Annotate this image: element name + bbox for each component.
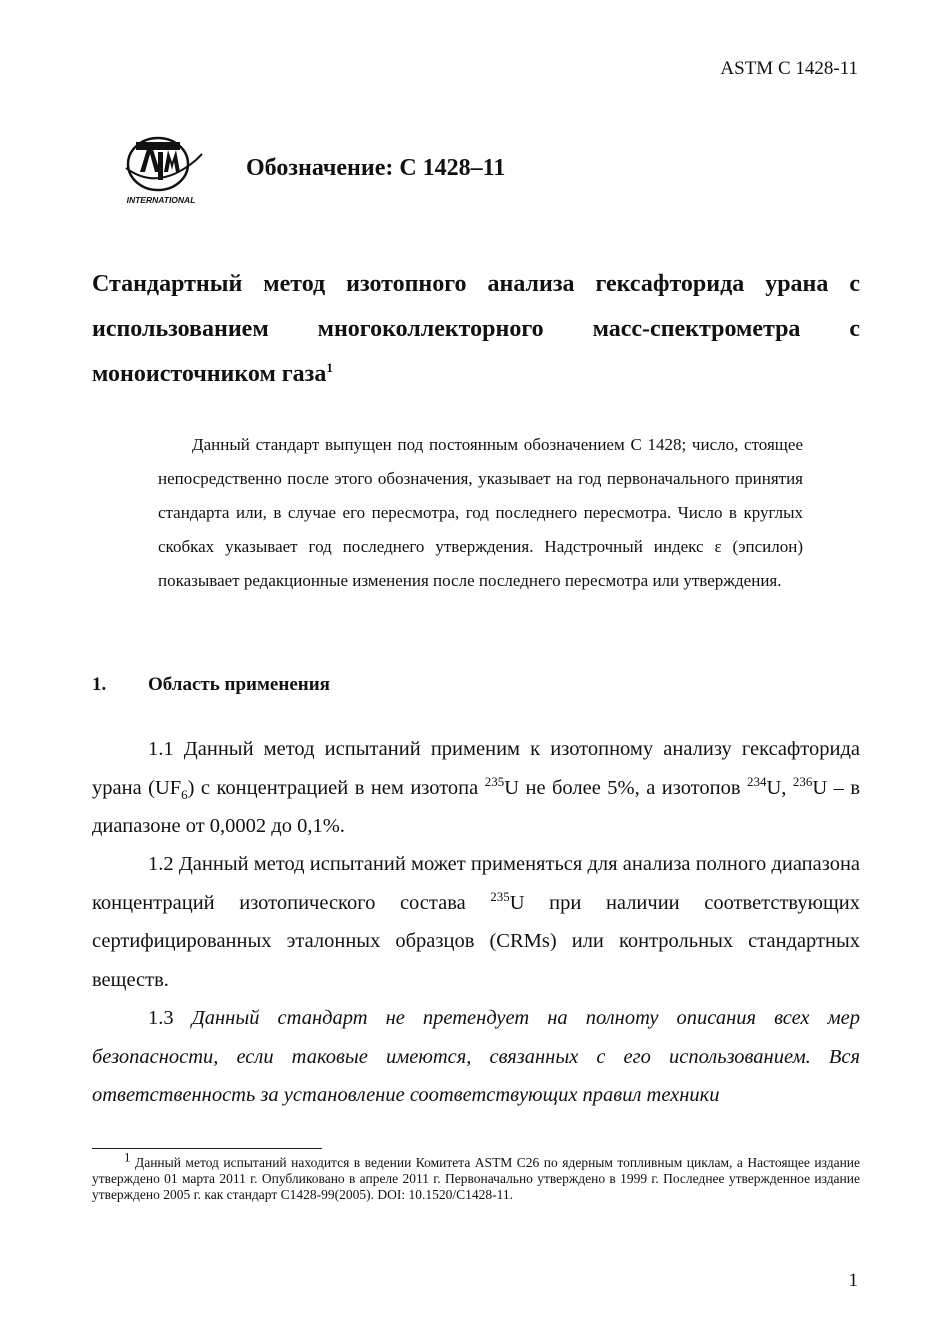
paragraph-number: 1.2 [148,853,174,875]
footnote-text: Данный метод испытаний находится в ведении Комитета ASTM C26 по ядерным топливным циклам, а Настоящее издание утверждено 01 марта 2011 г. Опубликовано в апреле 2011 г. Первоначально утверждено в 1999 г. Последнее утвержденное издание утверждено 2005 г. как стандарт C1428-99(2005). DOI: 10.1520/C1428-11. [92,1155,861,1202]
superscript: 236 [792,773,813,789]
superscript: 235 [484,773,505,789]
title-line-2: использованием многоколлекторного масс-спектрометра с [92,316,860,342]
paragraph-1-1 [92,730,860,846]
paragraph-text: U при наличии соответствующих сертифицированных эталонных образцов (CRMs) или контрольных стандартных веществ. [92,891,860,991]
title-line-3 [92,352,860,397]
standard-notice: Данный стандарт выпущен под постоянным обозначением C 1428; число, стоящее непосредственно после этого обозначения, указывает на год первоначального принятия стандарта или, в случае его пересмотра, год последнего пересмотра. Число в круглых скобках указывает год последнего утверждения. Надстрочный индекс ε (эпсилон) показывает редакционные изменения после последнего пересмотра или утверждения. [158,435,803,590]
paragraph-text: Данный стандарт не претендует на полноту описания всех мер безопасности, если таковые имеются, связанных с его использованием. Вся ответственность за установление соответствующих правил техники [92,1007,860,1106]
footnote-indent [92,1155,124,1170]
paragraph-text: U не более 5%, а изотопов [504,776,747,799]
superscript: 234 [746,773,767,789]
section-number: 1. [92,674,107,695]
paragraph-1-2 [92,845,860,999]
paragraph-text: ) с концентрацией в нем изотопа [187,776,485,799]
designation-heading: Обозначение: С 1428–11 [246,155,506,181]
astm-logo-icon [118,132,204,208]
paragraph-1-3 [92,999,860,1115]
footnote [92,1149,861,1203]
paragraph-number: 1.1 [148,738,174,760]
section-heading [92,674,330,696]
title-footnote-ref[interactable]: 1 [326,360,333,375]
section-title: Область применения [148,674,330,695]
paragraph-text: Данный метод испытаний применим к изотопному анализу гексафторида урана (UF [92,738,860,799]
superscript: 235 [490,888,510,904]
astm-logo [118,132,204,208]
document-code: ASTM C 1428-11 [720,58,858,79]
paragraph-text: U – в диапазоне от 0,0002 до 0,1%. [92,776,860,837]
svg-text:INTERNATIONAL: INTERNATIONAL [126,195,196,205]
subscript: 6 [181,786,188,802]
title-line-1: Стандартный метод изотопного анализа гексафторида урана с [92,271,860,297]
footnote-marker: 1 [124,1149,131,1165]
paragraph-number: 1.3 [148,1007,174,1029]
document-title [92,262,860,397]
page-number: 1 [848,1270,858,1291]
paragraph-text: Данный метод испытаний может применяться для анализа полного диапазона концентраций изотопического состава [92,853,861,914]
title-line-3-text: моноисточником газа [92,361,327,387]
paragraph-text: U, [766,776,793,799]
